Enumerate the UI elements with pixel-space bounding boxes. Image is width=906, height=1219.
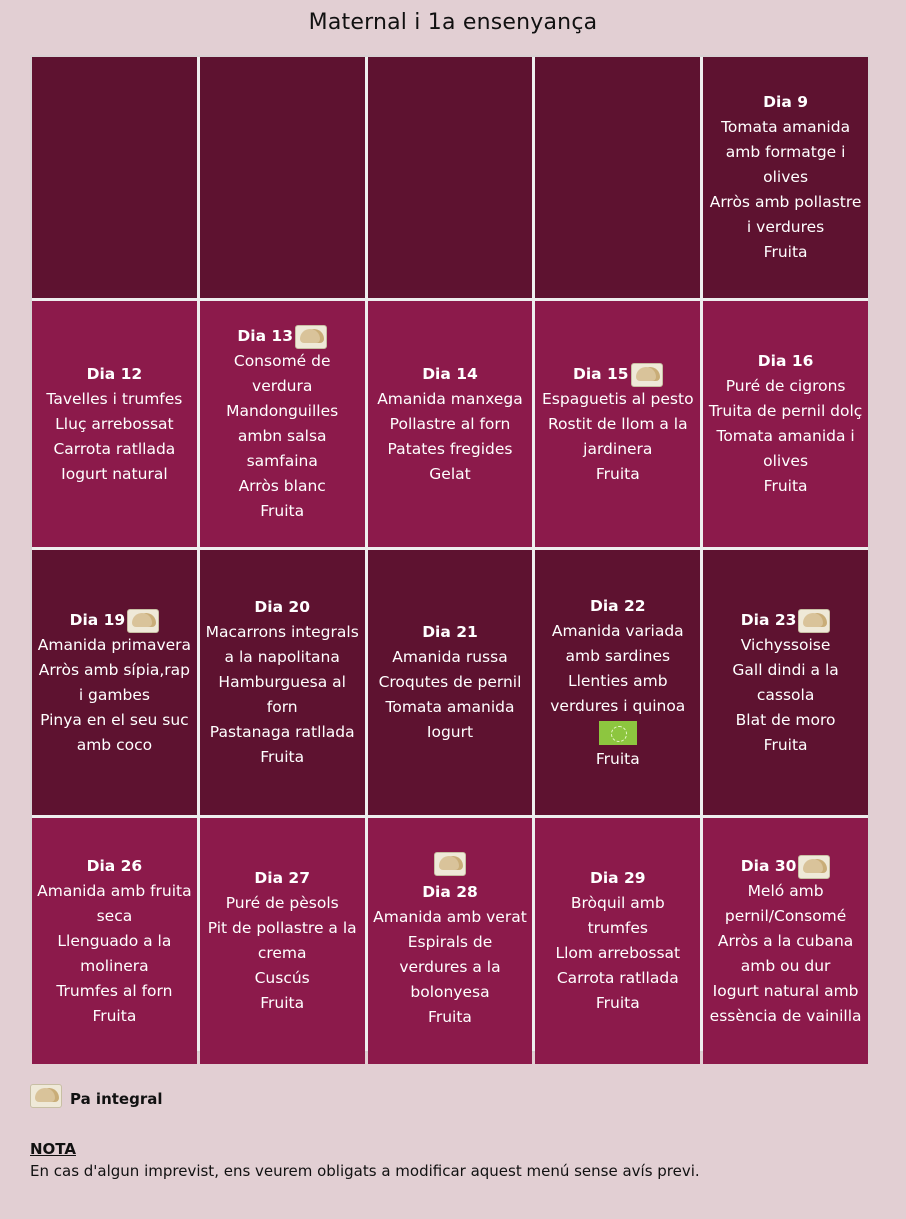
menu-dish: Carrota ratllada xyxy=(556,969,679,987)
menu-dish: Amanida amb fruita seca xyxy=(37,881,192,925)
menu-dish: Fruita xyxy=(595,464,640,483)
bread-icon xyxy=(295,325,327,349)
menu-dish: Amanida russa xyxy=(392,648,508,666)
day-cell xyxy=(535,550,700,815)
menu-dish: Amanida variada amb sardines xyxy=(551,621,684,665)
menu-dish: Iogurt xyxy=(426,723,474,741)
menu-dish: Blat de moro xyxy=(735,710,836,729)
day-label: Dia 27 xyxy=(254,869,310,887)
day-cell xyxy=(200,818,365,1064)
menu-dish: Lluç arrebossat xyxy=(55,414,174,433)
organic-leaf-icon xyxy=(599,721,637,745)
menu-dish: Meló amb pernil/Consomé xyxy=(724,881,847,925)
menu-dish: Cuscús xyxy=(254,969,310,987)
bread-icon xyxy=(798,855,830,879)
menu-dish: Gelat xyxy=(429,464,471,483)
menu-dish: Llom arrebossat xyxy=(555,944,681,962)
day-label: Dia 23 xyxy=(741,608,831,633)
empty-day-cell xyxy=(32,57,197,298)
day-cell xyxy=(32,550,197,815)
menu-dish: Amanida manxega xyxy=(377,389,523,408)
menu-dish: Pit de pollastre a la crema xyxy=(207,919,357,962)
menu-dish: Rostit de llom a la jardinera xyxy=(547,414,688,458)
bread-icon xyxy=(434,852,466,876)
empty-day-cell xyxy=(200,57,365,298)
day-label: Dia 9 xyxy=(763,93,808,111)
day-label: Dia 29 xyxy=(589,869,646,887)
menu-dish: Truita de pernil dolç xyxy=(708,402,863,420)
menu-dish: Amanida amb verat xyxy=(373,908,527,926)
day-cell xyxy=(200,550,365,815)
menu-dish: Amanida primavera xyxy=(37,635,192,654)
menu-dish: Fruita xyxy=(260,748,305,766)
menu-dish: Fruita xyxy=(260,502,305,520)
menu-dish: Fruita xyxy=(260,994,305,1012)
menu-dish: Pollastre al forn xyxy=(389,414,511,433)
menu-dish: Arròs blanc xyxy=(238,477,326,495)
day-label: Dia 20 xyxy=(254,598,310,616)
menu-dish: Fruita xyxy=(428,1008,472,1026)
menu-dish: Bròquil amb trumfes xyxy=(570,894,665,937)
bread-icon xyxy=(798,609,830,633)
menu-dish: Iogurt natural xyxy=(61,464,168,483)
day-cell xyxy=(368,301,533,547)
menu-dish: Hamburguesa al forn xyxy=(218,673,346,716)
page-title: Maternal i 1a ensenyança xyxy=(308,10,598,35)
menu-dish: Carrota ratllada xyxy=(53,439,176,458)
menu-dish: Fruita xyxy=(92,1006,137,1025)
day-cell xyxy=(368,818,533,1064)
menu-dish: Fruita xyxy=(595,749,640,768)
menu-dish: Fruita xyxy=(763,735,808,754)
day-cell xyxy=(703,57,868,298)
menu-calendar-grid xyxy=(30,55,870,1053)
empty-day-cell xyxy=(368,57,533,298)
day-label: Dia 28 xyxy=(422,883,478,901)
menu-dish: Arròs a la cubana amb ou dur xyxy=(717,931,854,975)
menu-dish: Patates fregides xyxy=(387,439,513,458)
menu-dish: Arròs amb pollastre i verdures xyxy=(709,193,862,236)
menu-dish: Tomata amanida xyxy=(385,698,515,716)
day-cell xyxy=(32,301,197,547)
menu-dish: Gall dindi a la cassola xyxy=(732,660,839,704)
day-label: Dia 26 xyxy=(86,856,143,875)
bread-icon xyxy=(127,609,159,633)
day-cell xyxy=(703,301,868,547)
menu-dish: Llenties amb verdures i quinoa xyxy=(550,671,686,715)
bread-icon xyxy=(30,1084,62,1108)
day-cell xyxy=(535,301,700,547)
day-label: Dia 30 xyxy=(741,854,831,879)
menu-dish: Puré de pèsols xyxy=(225,894,339,912)
day-label: Dia 16 xyxy=(757,352,814,370)
menu-dish: Llenguado a la molinera xyxy=(57,931,172,975)
day-label: Dia 22 xyxy=(589,596,646,615)
menu-dish: Espaguetis al pesto xyxy=(542,389,694,408)
legend xyxy=(30,1084,163,1108)
menu-dish: Espirals de verdures a la bolonyesa xyxy=(399,933,501,1001)
empty-day-cell xyxy=(535,57,700,298)
menu-dish: Consomé de verdura xyxy=(233,352,331,395)
day-label: Dia 19 xyxy=(70,608,160,633)
day-cell xyxy=(703,550,868,815)
menu-dish: Macarrons integrals a la napolitana xyxy=(205,623,359,666)
menu-dish: Tomata amanida i olives xyxy=(716,427,855,470)
day-cell xyxy=(32,818,197,1064)
nota-text: En cas d'algun imprevist, ens veurem obligats a modificar aquest menú sense avís previ. xyxy=(30,1162,700,1180)
day-label: Dia 21 xyxy=(422,623,478,641)
day-cell xyxy=(368,550,533,815)
menu-dish: Puré de cigrons xyxy=(725,377,846,395)
day-cell xyxy=(535,818,700,1064)
legend-label: Pa integral xyxy=(70,1090,163,1108)
day-cell xyxy=(703,818,868,1064)
menu-dish: Mandonguilles ambn salsa samfaina xyxy=(226,402,339,470)
day-cell xyxy=(200,301,365,547)
day-label: Dia 13 xyxy=(237,324,327,349)
menu-dish: Tomata amanida amb formatge i olives xyxy=(721,118,851,186)
menu-dish: Pastanaga ratllada xyxy=(209,723,355,741)
menu-dish: Pinya en el seu suc amb coco xyxy=(40,710,189,754)
menu-dish: Trumfes al forn xyxy=(56,981,173,1000)
day-label: Dia 14 xyxy=(422,364,478,383)
day-label: Dia 12 xyxy=(86,364,143,383)
menu-dish: Iogurt natural amb essència de vainilla xyxy=(709,981,862,1025)
menu-dish: Fruita xyxy=(763,243,808,261)
menu-dish: Vichyssoise xyxy=(740,635,831,654)
menu-dish: Arròs amb sípia,rap i gambes xyxy=(38,660,191,704)
menu-dish: Tavelles i trumfes xyxy=(46,389,183,408)
day-label: Dia 15 xyxy=(573,362,663,387)
menu-dish: Fruita xyxy=(595,994,640,1012)
menu-dish: Fruita xyxy=(763,477,808,495)
menu-dish: Croqutes de pernil xyxy=(378,673,522,691)
nota-title: NOTA xyxy=(30,1140,76,1158)
bread-icon xyxy=(631,363,663,387)
